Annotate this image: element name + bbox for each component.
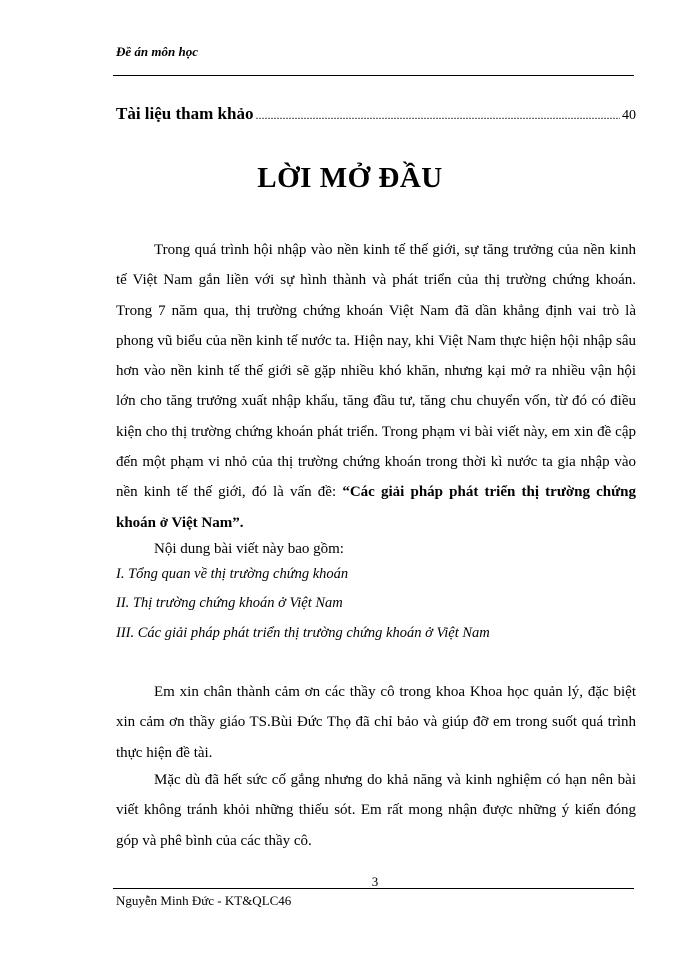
footer-author: Nguyễn Minh Đức - KT&QLC46 bbox=[116, 893, 292, 908]
contents-item-2: II. Thị trường chứng khoán ở Việt Nam bbox=[116, 595, 343, 611]
intro-paragraph bbox=[116, 235, 636, 538]
contents-item-3: III. Các giải pháp phát triển thị trường chứng khoán ở Việt Nam bbox=[116, 625, 490, 641]
contents-item-1: I. Tổng quan về thị trường chứng khoán bbox=[116, 566, 349, 582]
contents-intro: Nội dung bài viết này bao gồm: bbox=[154, 541, 344, 557]
toc-label: Tài liệu tham khảo bbox=[116, 104, 254, 123]
footer-rule bbox=[113, 888, 634, 889]
toc-leader-dots bbox=[255, 107, 620, 124]
page-number: 3 bbox=[371, 874, 379, 889]
closing-paragraph: Mặc dù đã hết sức cố gắng nhưng do khả năng và kinh nghiệm có hạn nên bài viết không tránh khỏi những thiếu sót. Em rất mong nhận được những ý kiến đóng góp và phê bình của các thầy cô. bbox=[116, 772, 636, 849]
header-title: Đề án môn học bbox=[116, 44, 198, 59]
toc-entry bbox=[116, 100, 636, 124]
intro-text: Trong quá trình hội nhập vào nền kinh tế thế giới, sự tăng trưởng của nền kinh tế Việt Nam gắn liền với sự hình thành và phát triển của thị trường chứng khoán. Trong 7 năm qua, thị trường chứng khoán Việt Nam đã dần khẳng định vai trò là phong vũ biểu của nền kinh tế nước ta. Hiện nay, khi Việt Nam thực hiện hội nhập sâu hơn vào nền kinh tế thế giới sẽ gặp nhiều khó khăn, nhưng kại mở ra nhiều vận hội lớn cho tăng trưởng xuất nhập khẩu, tăng đầu tư, tăng chu chuyển vốn, từ đó có điều kiện cho thị trường chứng khoán phát triển. Trong phạm vi bài viết này, em xin đề cập đến một phạm vi nhỏ của thị trường chứng khoán trong thời kì nước ta gia nhập vào nền kinh tế thế giới, đó là vấn đề: bbox=[116, 242, 636, 501]
thanks-paragraph: Em xin chân thành cảm ơn các thầy cô trong khoa Khoa học quản lý, đặc biệt xin cảm ơn thầy giáo TS.Bùi Đức Thọ đã chỉ bảo và giúp đỡ em trong suốt quá trình thực hiện đề tài. bbox=[116, 684, 636, 761]
page-title: LỜI MỞ ĐẦU bbox=[257, 162, 443, 194]
header-rule bbox=[113, 75, 634, 76]
intro-topic: “Các giải pháp phát triển thị trường chứng khoán ở Việt Nam”. bbox=[116, 484, 636, 531]
toc-page-number: 40 bbox=[622, 108, 636, 123]
